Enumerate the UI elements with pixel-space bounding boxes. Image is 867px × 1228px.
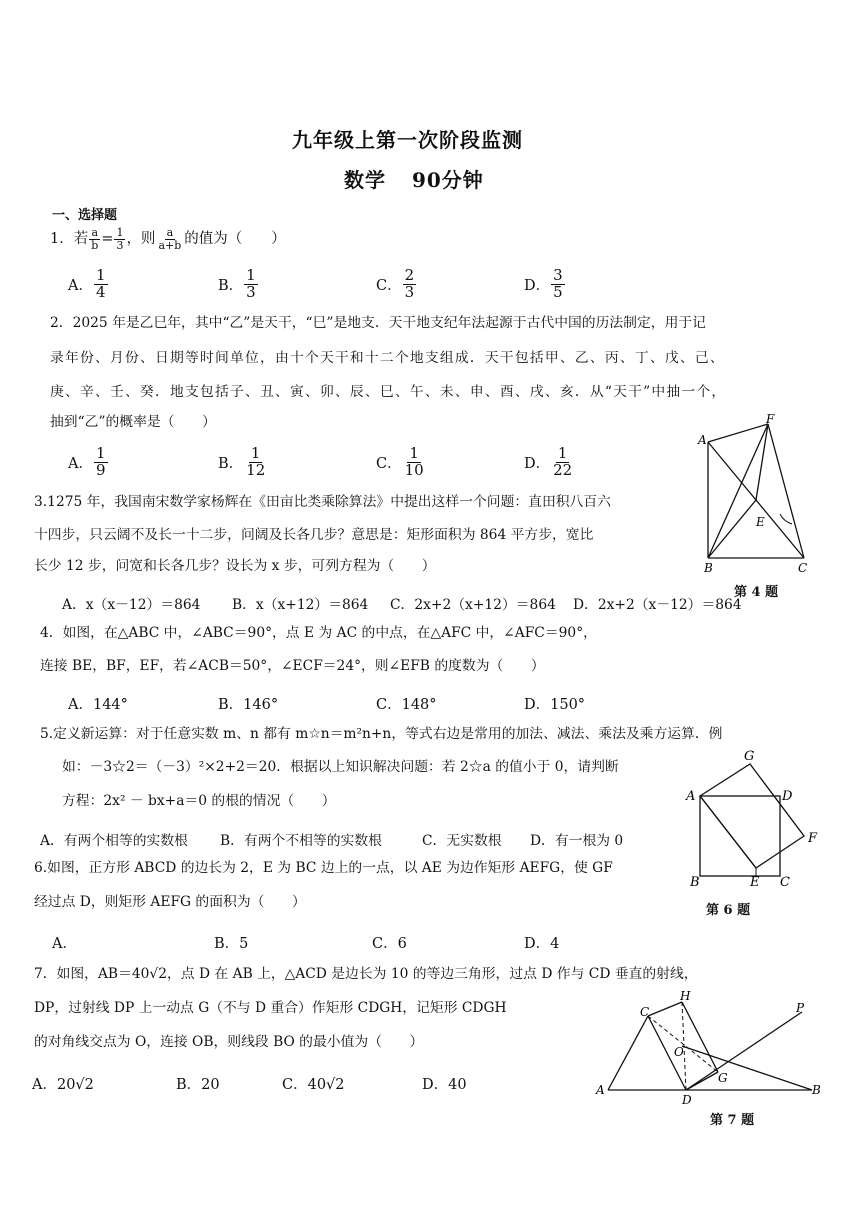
q1-option-d[interactable]: D． $\frac{3}{5}$ xyxy=(524,266,563,301)
q7-line-1: 7．如图，AB＝40√2，点 D 在 AB 上，△ACD 是边长为 10 的等边三角形，过点 D 作与 CD 垂直的射线， xyxy=(34,966,698,982)
figure-7 xyxy=(590,990,826,1108)
fig7-label-a: A xyxy=(596,1083,605,1097)
q2-line-4: 抽到“乙”的概率是（ ） xyxy=(50,414,216,430)
q5-option-d[interactable]: D．有一根为 0 xyxy=(530,833,624,849)
q3-option-d[interactable]: D．2x+2（x－12）＝864 xyxy=(573,597,742,613)
q2-line-3: 庚、辛、壬、癸．地支包括子、丑、寅、卯、辰、巳、午、未、申、酉、戌、亥．从“天干”中抽一个， xyxy=(50,384,727,400)
q1-fraction-target: $\frac{a}{a+b}$ xyxy=(158,226,182,252)
fig6-label-d: D xyxy=(782,789,793,804)
q7-option-b[interactable]: B．20 xyxy=(176,1077,220,1093)
q6-line-2: 经过点 D，则矩形 AEFG 的面积为（ ） xyxy=(34,894,306,910)
fig4-label-a: A xyxy=(698,433,707,447)
q3-option-a[interactable]: A．x（x－12）＝864 xyxy=(62,597,201,613)
q5-option-b[interactable]: B．有两个不相等的实数根 xyxy=(220,833,382,849)
q1-option-b[interactable]: B． $\frac{1}{3}$ xyxy=(218,266,256,301)
fig7-label-g: G xyxy=(718,1071,728,1085)
q1-fraction-1-3: $\frac{1}{3}$ xyxy=(116,226,124,252)
q2-option-d[interactable]: D． $\frac{1}{22}$ xyxy=(524,444,573,479)
q4-option-b[interactable]: B．146° xyxy=(218,697,279,713)
q7-line-2: DP，过射线 DP 上一动点 G（不与 D 重合）作矩形 CDGH，记矩形 CDGH xyxy=(34,1000,507,1016)
q1-prefix: 1．若 xyxy=(50,230,89,247)
q5-option-a[interactable]: A．有两个相等的实数根 xyxy=(40,833,188,849)
fig4-label-c: C xyxy=(798,561,808,575)
fig6-label-b: B xyxy=(690,875,700,890)
q6-option-a[interactable]: A． xyxy=(52,936,77,952)
q1-equals: = xyxy=(101,230,114,247)
q2-option-b[interactable]: B． $\frac{1}{12}$ xyxy=(218,444,266,479)
q2-line-2: 录年份、月份、日期等时间单位，由十个天干和十二个地支组成．天干包括甲、乙、丙、丁、戊、己、 xyxy=(50,350,725,366)
q6-option-d[interactable]: D．4 xyxy=(524,936,560,952)
fig6-label-g: G xyxy=(744,749,755,764)
q3-option-b[interactable]: B．x（x+12）＝864 xyxy=(232,597,369,613)
fig7-label-o: O xyxy=(674,1045,684,1059)
fig6-label-c: C xyxy=(780,875,790,890)
fig6-label-e: E xyxy=(750,875,760,890)
q5-line-2: 如：－3☆2＝（－3）²×2+2＝20．根据以上知识解决问题：若 2☆a 的值小于 0，请判断 xyxy=(62,759,619,775)
q6-option-b[interactable]: B．5 xyxy=(214,936,249,952)
q1-option-a[interactable]: A． $\frac{1}{4}$ xyxy=(68,266,106,301)
q5-option-c[interactable]: C．无实数根 xyxy=(422,833,502,849)
q4-option-a[interactable]: A．144° xyxy=(68,697,128,713)
q5-line-1: 5.定义新运算：对于任意实数 m、n 都有 m☆n＝m²n+n，等式右边是常用的加法、减法、乘法及乘方运算．例 xyxy=(40,726,723,742)
figure-7-caption: 第 7 题 xyxy=(710,1113,755,1128)
section-heading: 一、选择题 xyxy=(52,208,118,223)
q6-option-c[interactable]: C．6 xyxy=(372,936,407,952)
fig7-label-p: P xyxy=(796,1001,805,1015)
fig4-label-f: F xyxy=(766,412,775,426)
fig7-label-b: B xyxy=(812,1083,821,1097)
question-1 xyxy=(50,227,286,251)
fig7-label-h: H xyxy=(680,990,691,1003)
q3-line-3: 长少 12 步，问宽和长各几步？设长为 x 步，可列方程为（ ） xyxy=(34,558,436,574)
q1-fraction-a-b: $\frac{a}{b}$ xyxy=(91,226,99,252)
figure-4 xyxy=(694,412,814,578)
q7-line-3: 的对角线交点为 O，连接 OB，则线段 BO 的最小值为（ ） xyxy=(34,1034,424,1050)
figure-6-caption: 第 6 题 xyxy=(706,903,751,918)
q2-option-c[interactable]: C． $\frac{1}{10}$ xyxy=(376,444,424,479)
fig4-label-e: E xyxy=(756,515,765,529)
q2-line-1: 2．2025 年是乙巳年，其中“乙”是天干，“巳”是地支．天干地支纪年法起源于古代中国的历法制定，用于记 xyxy=(50,315,706,331)
q4-option-c[interactable]: C．148° xyxy=(376,697,437,713)
q3-line-1: 3.1275 年，我国南宋数学家杨辉在《田亩比类乘除算法》中提出这样一个问题：直田积八百六 xyxy=(34,494,611,510)
q4-line-1: 4．如图，在△ABC 中，∠ABC＝90°，点 E 为 AC 的中点，在△AFC 中，∠AFC＝90°， xyxy=(40,625,597,641)
q2-option-a[interactable]: A． $\frac{1}{9}$ xyxy=(68,444,106,479)
page-subtitle: 数学 90分钟 xyxy=(344,168,484,192)
q6-line-1: 6.如图，正方形 ABCD 的边长为 2，E 为 BC 边上的一点，以 AE 为边作矩形 AEFG，使 GF xyxy=(34,860,613,876)
q7-option-d[interactable]: D．40 xyxy=(422,1077,467,1093)
fig7-label-d: D xyxy=(682,1093,692,1107)
q7-option-a[interactable]: A．20√2 xyxy=(32,1077,94,1093)
fig6-label-a: A xyxy=(686,789,696,804)
figure-4-caption: 第 4 题 xyxy=(734,585,779,600)
q5-line-3: 方程：2x² － bx+a＝0 的根的情况（ ） xyxy=(62,793,336,809)
fig7-label-c: C xyxy=(640,1005,650,1019)
q1-mid: ，则 xyxy=(126,230,156,247)
q1-suffix: 的值为（ ） xyxy=(184,230,286,247)
figure-6 xyxy=(682,744,824,890)
page-title: 九年级上第一次阶段监测 xyxy=(292,128,523,152)
q4-option-d[interactable]: D．150° xyxy=(524,697,586,713)
fig4-label-b: B xyxy=(704,561,713,575)
q3-option-c[interactable]: C．2x+2（x+12）＝864 xyxy=(390,597,556,613)
q4-line-2: 连接 BE，BF，EF，若∠ACB＝50°，∠ECF＝24°，则∠EFB 的度数为（ ） xyxy=(40,658,545,674)
fig6-label-f: F xyxy=(808,831,818,846)
q7-option-c[interactable]: C．40√2 xyxy=(282,1077,345,1093)
q1-option-c[interactable]: C． $\frac{2}{3}$ xyxy=(376,266,415,301)
q3-line-2: 十四步，只云阔不及长一十二步，问阔及长各几步？意思是：矩形面积为 864 平方步，宽比 xyxy=(34,527,594,543)
